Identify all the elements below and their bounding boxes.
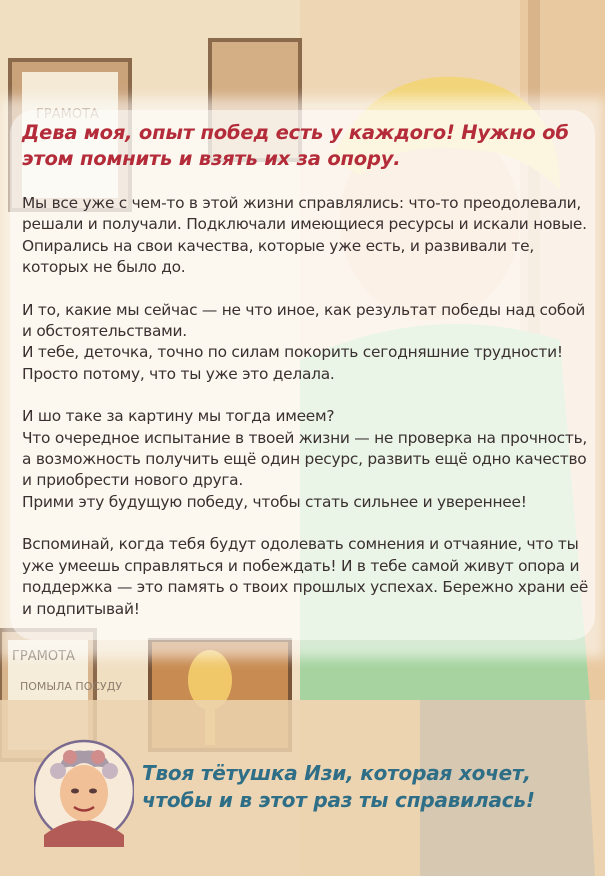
plaque-label: ПОМЫЛА ПОСУДУ (20, 680, 123, 693)
page-title: Дева моя, опыт побед есть у каждого! Нужно об этом помнить и взять их за опору. (22, 121, 569, 170)
paragraph: Мы все уже с чем-то в этой жизни справлялись: что-то преодолевали, решали и получали. Подключали имеющиеся ресурсы и искали новые. Опирались на свои качества, которые уже есть, и развивали те, которых не было до. (22, 194, 587, 277)
signature: Твоя тётушка Изи, которая хочет, чтобы и в этот раз ты справилась! (142, 761, 535, 812)
body-text (22, 193, 597, 641)
aunt-izi-avatar (34, 735, 134, 847)
paragraph: И то, какие мы сейчас — не что иное, как результат победы над собой и обстоятельствами. И тебе, деточка, точно по силам покорить сегодняшние трудности! Просто потому, что ты уже это делала. (22, 300, 586, 383)
paragraph: И шо таке за картину мы тогда имеем? Что очередное испытание в твоей жизни — не проверка на прочность, а возможность получить ещё один ресурс, развить ещё одно качество и приобрести нового друга. Прими эту будущую победу, чтобы стать сильнее и увереннее! (22, 407, 588, 511)
paragraph: Вспоминай, когда тебя будут одолевать сомнения и отчаяние, что ты уже умеешь справляться и побеждать! И в тебе самой живут опора и поддержка — это память о твоих прошлых успехах. Бережно храни её и подпитывай! (22, 535, 589, 618)
